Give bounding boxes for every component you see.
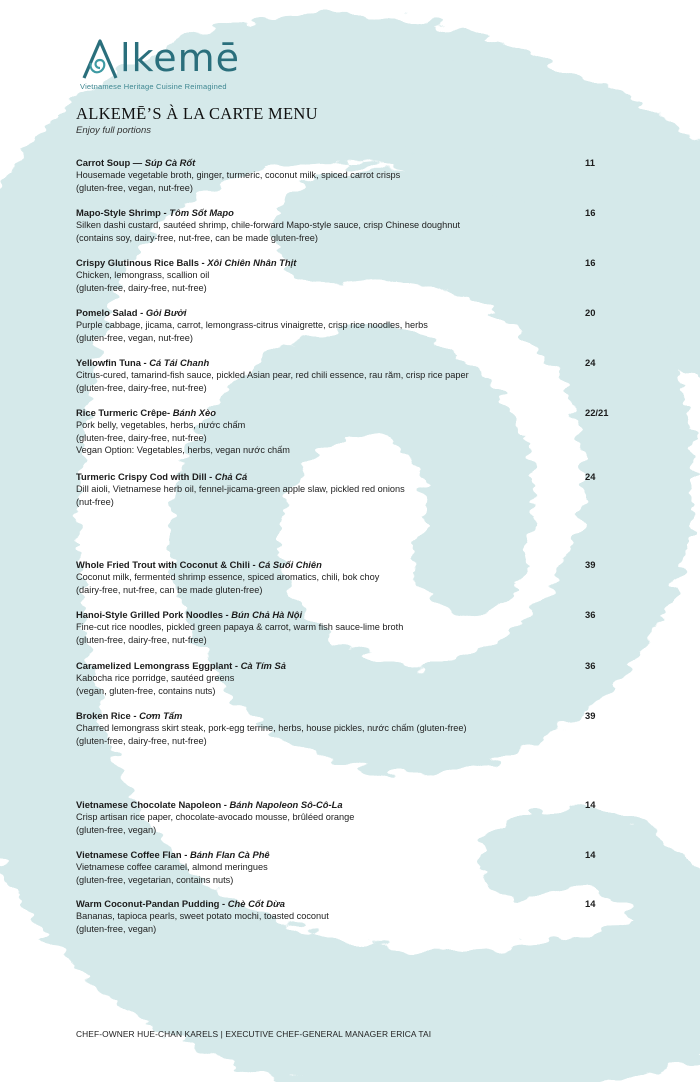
menu-item: [76, 207, 636, 244]
menu-item-title: [76, 849, 636, 861]
menu-item-description: Chicken, lemongrass, scallion oil: [76, 270, 210, 280]
menu-subtitle: Enjoy full portions: [76, 125, 151, 136]
menu-item-vietnamese-name: Bánh Napoleon Sô-Cô-La: [229, 799, 343, 810]
menu-item-name: Pomelo Salad: [76, 307, 138, 318]
menu-item-description: Bananas, tapioca pearls, sweet potato mochi, toasted coconut: [76, 911, 329, 921]
menu-item-title: [76, 660, 636, 672]
menu-item-name: Whole Fried Trout with Coconut & Chili: [76, 559, 250, 570]
menu-item: [76, 357, 636, 394]
spiral-a-logo-icon: [80, 38, 120, 80]
menu-item-title: [76, 357, 636, 369]
menu-item-dietary-notes: (gluten-free, vegetarian, contains nuts): [76, 874, 234, 885]
menu-item-price: 16: [585, 257, 596, 268]
menu-item-description: Charred lemongrass skirt steak, pork-egg terrine, herbs, house pickles, nước chấm (gluten-free): [76, 723, 467, 733]
menu-item-separator: —: [130, 157, 145, 168]
menu-item-vietnamese-name: Bánh Xèo: [172, 407, 216, 418]
menu-item-dietary-notes: (gluten-free, dairy-free, nut-free): [76, 634, 207, 645]
menu-item-description: Citrus-cured, tamarind-fish sauce, pickled Asian pear, red chili essence, rau răm, crisp rice paper: [76, 370, 469, 380]
menu-item-description: (gluten-free, dairy-free, nut-free): [76, 432, 207, 443]
menu-item: [76, 710, 636, 747]
menu-item-price: 14: [585, 799, 596, 810]
menu-item-description: Pork belly, vegetables, herbs, nước chấm: [76, 420, 246, 430]
menu-item-title: [76, 898, 636, 910]
menu-item-name: Turmeric Crispy Cod with Dill: [76, 471, 207, 482]
menu-item-separator: -: [249, 559, 259, 570]
menu-item-name: Mapo-Style Shrimp: [76, 207, 161, 218]
menu-item-name: Carrot Soup: [76, 157, 131, 168]
menu-item-vietnamese-name: Bún Chả Hà Nội: [231, 609, 303, 620]
menu-item-price: 22/21: [585, 407, 609, 418]
menu-item-vietnamese-name: Tôm Sốt Mapo: [169, 207, 234, 218]
menu-item-separator: -: [232, 660, 241, 671]
menu-item-separator: -: [206, 471, 215, 482]
menu-item-dietary-notes: (dairy-free, nut-free, can be made gluten-free): [76, 584, 263, 595]
menu-item-price: 14: [585, 898, 596, 909]
menu-item: [76, 898, 636, 935]
menu-item-dietary-notes: (gluten-free, dairy-free, nut-free): [76, 382, 207, 393]
menu-item-price: 24: [585, 471, 596, 482]
menu-item-name: Rice Turmeric Crêpe: [76, 407, 168, 418]
menu-item-description: Silken dashi custard, sautéed shrimp, chile-forward Mapo-style sauce, crisp Chinese doughnut: [76, 220, 461, 230]
menu-item-name: Vietnamese Chocolate Napoleon: [76, 799, 222, 810]
menu-item-name: Caramelized Lemongrass Eggplant: [76, 660, 233, 671]
menu-item-price: 14: [585, 849, 596, 860]
menu-item-separator: -: [198, 257, 208, 268]
menu-item-vietnamese-name: Súp Cà Rốt: [144, 157, 196, 168]
menu-item-title: [76, 559, 636, 571]
menu-item-dietary-notes: (gluten-free, dairy-free, nut-free): [76, 282, 207, 293]
menu-item-name: Warm Coconut-Pandan Pudding: [76, 898, 220, 909]
menu-item-description: Vietnamese coffee caramel, almond meringues: [76, 862, 268, 872]
menu-item-separator: -: [219, 898, 228, 909]
menu-item-dietary-notes: (vegan, gluten-free, contains nuts): [76, 685, 216, 696]
menu-item: [76, 157, 636, 194]
menu-title: ALKEMĒ’S À LA CARTE MENU: [76, 104, 318, 123]
menu-item: [76, 257, 636, 294]
menu-item-title: [76, 609, 636, 621]
menu-item-vietnamese-name: Chè Cốt Dừa: [227, 898, 285, 909]
menu-item-dietary-notes: (gluten-free, dairy-free, nut-free): [76, 735, 207, 746]
menu-item-dietary-notes: (nut-free): [76, 496, 114, 507]
menu-item-title: [76, 471, 636, 483]
menu-item: [76, 307, 636, 344]
menu-item-price: 24: [585, 357, 596, 368]
menu-item-vietnamese-name: Cà Tím Sả: [240, 660, 286, 671]
menu-item-price: 39: [585, 710, 596, 721]
menu-item: [76, 849, 636, 886]
menu-item: [76, 799, 636, 836]
menu-item-vietnamese-name: Cá Tái Chanh: [149, 357, 210, 368]
menu-item-price: 20: [585, 307, 596, 318]
menu-item-vietnamese-name: Xôi Chiên Nhân Thịt: [207, 257, 297, 268]
brand-name: lkemē: [120, 36, 240, 80]
menu-item-price: 39: [585, 559, 596, 570]
menu-item-description: Vegan Option: Vegetables, herbs, vegan nước chấm: [76, 445, 290, 456]
menu-item-name: Yellowfin Tuna: [76, 357, 141, 368]
menu-item-title: [76, 157, 636, 169]
menu-item-title: [76, 799, 636, 811]
menu-item-description: Dill aioli, Vietnamese herb oil, fennel-jicama-green apple slaw, pickled red onions: [76, 484, 405, 494]
menu-item-vietnamese-name: Bánh Flan Cà Phê: [189, 849, 270, 860]
menu-item-separator: -: [137, 307, 146, 318]
menu-item-separator: -: [130, 710, 140, 721]
menu-item-dietary-notes: (gluten-free, vegan): [76, 923, 157, 934]
menu-item-separator: -: [222, 609, 232, 620]
menu-item-separator: -: [140, 357, 150, 368]
menu-item-vietnamese-name: Gỏi Bưởi: [145, 307, 187, 318]
menu-item-name: Crispy Glutinous Rice Balls: [76, 257, 199, 268]
menu-item-price: 16: [585, 207, 596, 218]
menu-item: [76, 407, 636, 457]
menu-item-title: [76, 407, 636, 419]
brand-tagline: Vietnamese Heritage Cuisine Reimagined: [80, 82, 227, 91]
menu-item-separator: -: [167, 407, 173, 418]
menu-item-vietnamese-name: Cơm Tấm: [139, 710, 183, 721]
menu-item-price: 11: [585, 157, 595, 168]
menu-item-separator: -: [181, 849, 190, 860]
menu-item: [76, 660, 636, 697]
menu-item: [76, 609, 636, 646]
menu-item-title: [76, 307, 636, 319]
menu-item-title: [76, 710, 636, 722]
menu-item-description: Housemade vegetable broth, ginger, turmeric, coconut milk, spiced carrot crisps: [76, 170, 401, 180]
footer-credits: CHEF-OWNER HUE-CHAN KARELS | EXECUTIVE CHEF-GENERAL MANAGER ERICA TAI: [76, 1029, 432, 1039]
menu-item-price: 36: [585, 660, 596, 671]
menu-item-name: Vietnamese Coffee Flan: [76, 849, 182, 860]
menu-item-name: Broken Rice: [76, 710, 131, 721]
menu-item: [76, 471, 636, 508]
menu-item-dietary-notes: (gluten-free, vegan): [76, 824, 157, 835]
menu-item: [76, 559, 636, 596]
brand-logo: [80, 38, 280, 96]
menu-item-name: Hanoi-Style Grilled Pork Noodles: [76, 609, 223, 620]
menu-item-dietary-notes: (gluten-free, vegan, nut-free): [76, 182, 193, 193]
menu-item-vietnamese-name: Cá Suối Chiên: [258, 559, 322, 570]
menu-item-description: Crisp artisan rice paper, chocolate-avocado mousse, brûléed orange: [76, 812, 355, 822]
menu-item-dietary-notes: (contains soy, dairy-free, nut-free, can be made gluten-free): [76, 232, 318, 243]
menu-item-vietnamese-name: Chả Cá: [214, 471, 248, 482]
menu-item-separator: -: [160, 207, 170, 218]
menu-item-separator: -: [221, 799, 230, 810]
menu-item-description: Purple cabbage, jicama, carrot, lemongrass-citrus vinaigrette, crisp rice noodles, herbs: [76, 320, 428, 330]
menu-item-title: [76, 257, 636, 269]
menu-item-title: [76, 207, 636, 219]
menu-item-description: Fine-cut rice noodles, pickled green papaya & carrot, warm fish sauce-lime broth: [76, 622, 404, 632]
menu-item-description: Coconut milk, fermented shrimp essence, spiced aromatics, chili, bok choy: [76, 572, 380, 582]
menu-item-price: 36: [585, 609, 596, 620]
menu-item-dietary-notes: (gluten-free, vegan, nut-free): [76, 332, 193, 343]
menu-item-description: Kabocha rice porridge, sautéed greens: [76, 673, 235, 683]
